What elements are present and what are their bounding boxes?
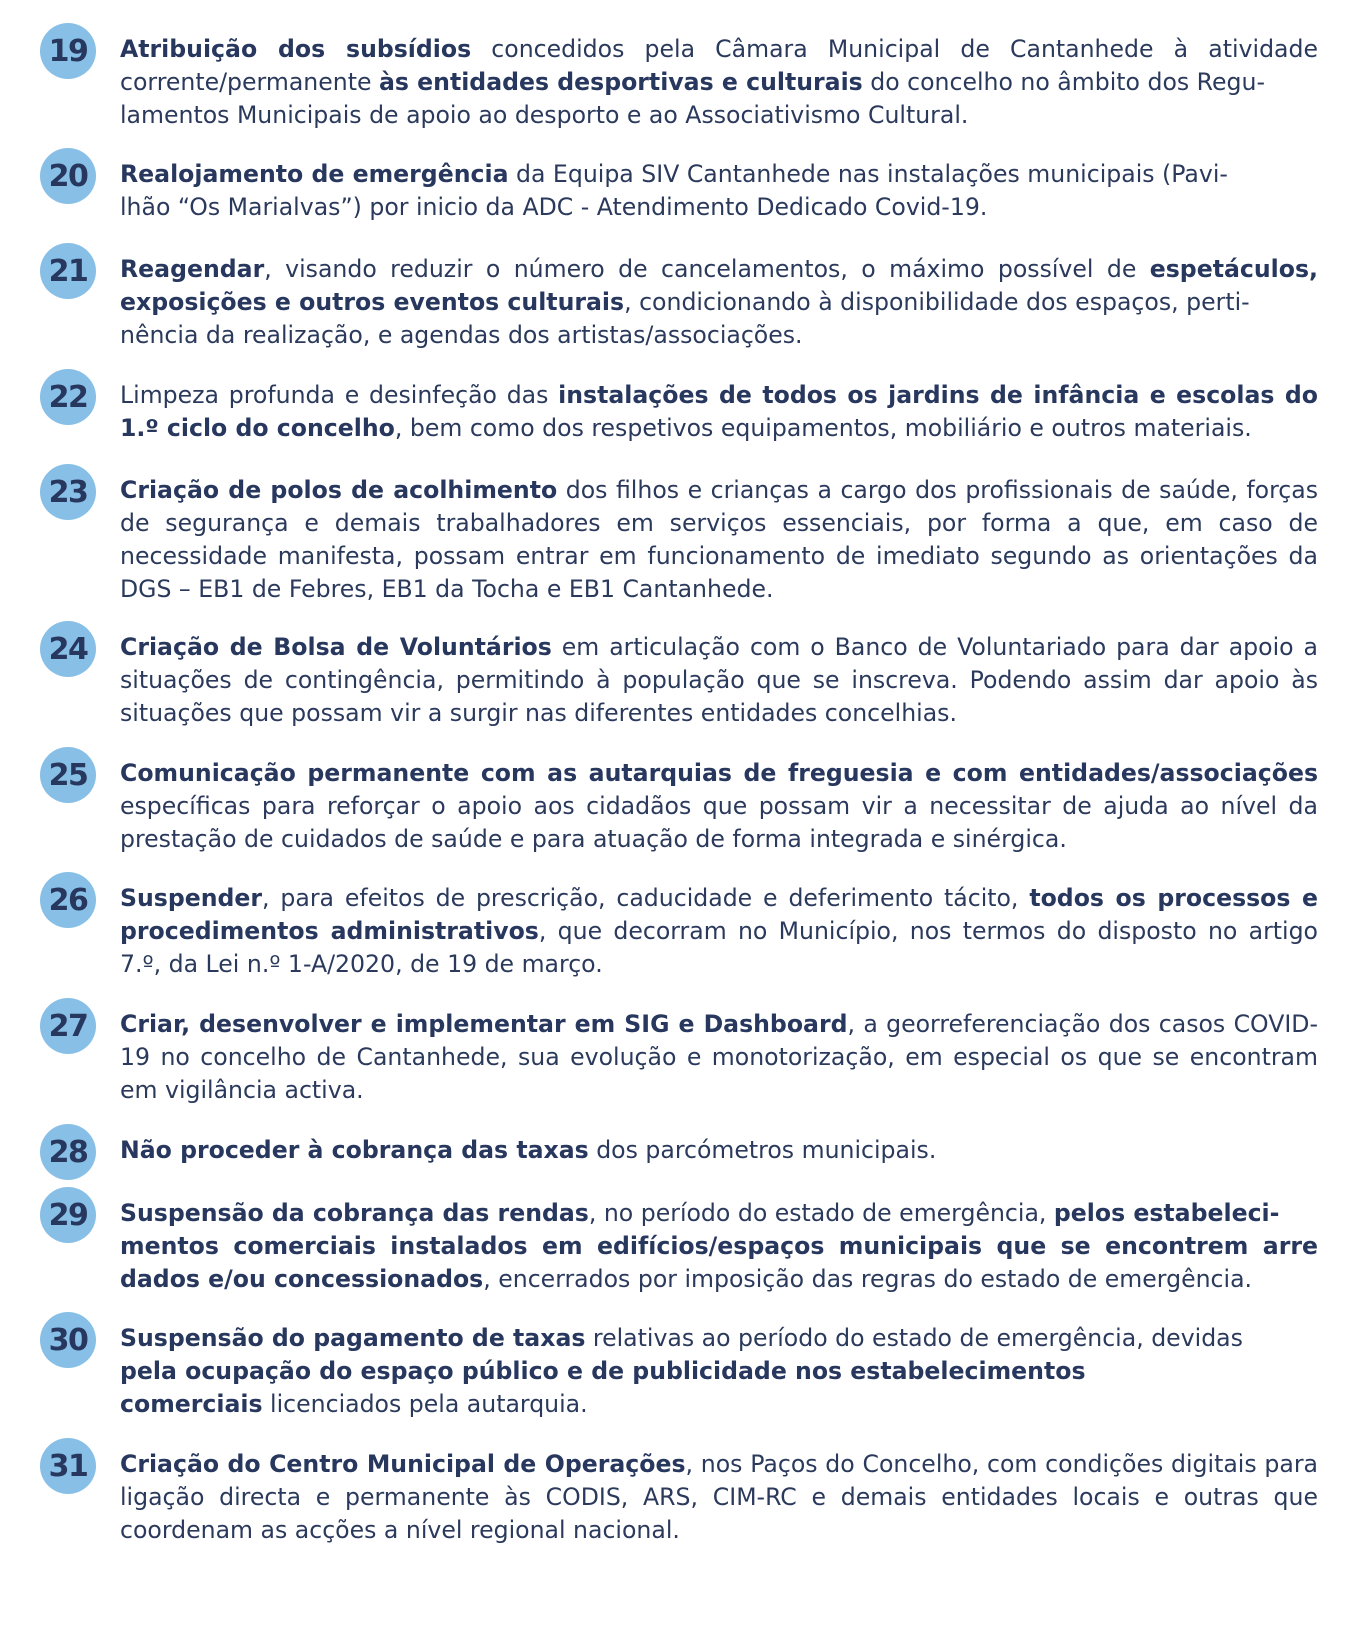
text-bold: pelos estabeleci- (1053, 1199, 1280, 1227)
text: do concelho no âmbito dos Regu- (862, 68, 1265, 96)
item-text (120, 1322, 1318, 1421)
item-text (120, 882, 1318, 981)
text: , condicionando à disponibilidade dos espaços, perti- (624, 288, 1250, 316)
text-bold: Criar, desenvolver e implementar em SIG e Dashboard (120, 1010, 848, 1038)
text: licenciados pela autarquia. (262, 1390, 588, 1418)
item-number-badge: 22 (40, 369, 96, 425)
text: , visando reduzir o número de cancelamentos, o máximo possível de (264, 255, 1150, 283)
text-bold: Criação do Centro Municipal de Operações (120, 1450, 686, 1478)
text: específicas para reforçar o apoio aos cidadãos que possam vir a necessitar de ajuda ao nível da prestação de cuidados de saúde e para atuação de forma integrada e sinérgica. (120, 792, 1318, 853)
item-text (120, 1008, 1318, 1107)
text-bold: Suspensão do pagamento de taxas (120, 1324, 586, 1352)
item-text (120, 474, 1318, 606)
text: , para efeitos de prescrição, caducidade e deferimento tácito, (262, 884, 1030, 912)
item-text (120, 253, 1318, 352)
text: em articulação com o Banco de Voluntariado para dar apoio a situações de contingência, permitindo à população que se inscreva. Podendo assim dar apoio às situações que possam vir a surgir nas diferentes entidades concelhias. (120, 633, 1318, 727)
text-bold: Suspensão da cobrança das rendas (120, 1199, 589, 1227)
item-number-badge: 30 (40, 1312, 96, 1368)
text: dos filhos e crianças a cargo dos profissionais de saúde, forças de segurança e demais trabalhadores em serviços essenciais, por forma a que, em caso de necessidade manifesta, possam entrar em funcionamento de imediato segundo as orientações da DGS – EB1 de Febres, EB1 da Tocha e EB1 Cantanhede. (120, 476, 1319, 603)
item-text (120, 757, 1318, 856)
item-number-badge: 20 (40, 148, 96, 204)
text: lhão “Os Marialvas”) por inicio da ADC - Atendimento Dedicado Covid-19. (120, 193, 988, 221)
item-text (120, 379, 1318, 445)
text-bold: Criação de polos de acolhimento (120, 476, 558, 504)
text-bold: espetáculos, exposições e outros eventos culturais (120, 255, 1318, 316)
item-number-badge: 23 (40, 464, 96, 520)
item-number-badge: 24 (40, 621, 96, 677)
text: , nos Paços do Concelho, com condições digitais para ligação directa e permanente às CODIS, ARS, CIM-RC e demais entidades locais e outras que coordenam as acções a nível regional nacional. (120, 1450, 1318, 1544)
text-bold: dados e/ou concessionados (120, 1265, 484, 1293)
item-number-badge: 27 (40, 998, 96, 1054)
text: , que decorram no Município, nos termos do disposto no artigo 7.º, da Lei n.º 1-A/2020, de 19 de março. (120, 917, 1318, 978)
item-number-badge: 31 (40, 1438, 96, 1494)
item-text (120, 1448, 1318, 1547)
text: nência da realização, e agendas dos artistas/associações. (120, 321, 803, 349)
text: relativas ao período do estado de emergência, devidas (585, 1324, 1243, 1352)
item-text (120, 33, 1318, 132)
text: , a georreferenciação dos casos COVID-19 no concelho de Cantanhede, sua evolução e monotorização, em especial os que se encontram em vigilância activa. (120, 1010, 1318, 1104)
item-number-badge: 28 (40, 1124, 96, 1180)
text-bold: Realojamento de emergência (120, 160, 509, 188)
text-bold: Suspender (120, 884, 263, 912)
text-bold: Reagendar (120, 255, 265, 283)
item-text (120, 158, 1318, 224)
text-bold: às entidades desportivas e culturais (378, 68, 863, 96)
item-number-badge: 29 (40, 1187, 96, 1243)
item-text (120, 631, 1318, 730)
text-bold: mentos comerciais instalados em edifícios/espaços municipais que se encontrem arre (120, 1232, 1318, 1260)
text-bold: Atribuição dos subsídios (120, 35, 472, 63)
text-bold: Não proceder à cobrança das taxas (120, 1136, 589, 1164)
text-bold: Criação de Bolsa de Voluntários (120, 633, 552, 661)
text: dos parcómetros municipais. (588, 1136, 937, 1164)
item-number-badge: 19 (40, 23, 96, 79)
text-bold: pela ocupação do espaço público e de publicidade nos estabelecimentos (120, 1357, 1086, 1385)
item-text (120, 1134, 1318, 1167)
item-text (120, 1197, 1318, 1296)
text: concedidos pela Câmara Municipal de Cantanhede à atividade corrente/permanente (120, 35, 1318, 96)
text: da Equipa SIV Cantanhede nas instalações municipais (Pavi- (508, 160, 1228, 188)
text: , no período do estado de emergência, (588, 1199, 1054, 1227)
text: , bem como dos respetivos equipamentos, mobiliário e outros materiais. (394, 414, 1252, 442)
item-number-badge: 21 (40, 243, 96, 299)
text: lamentos Municipais de apoio ao desporto e ao Associativismo Cultural. (120, 101, 969, 129)
text: , encerrados por imposição das regras do estado de emergência. (483, 1265, 1253, 1293)
item-number-badge: 26 (40, 872, 96, 928)
item-number-badge: 25 (40, 747, 96, 803)
text: Limpeza profunda e desinfeção das (120, 381, 559, 409)
text-bold: Comunicação permanente com as autarquias de freguesia e com entidades/associações (120, 759, 1318, 787)
text-bold: comerciais (120, 1390, 263, 1418)
text-bold: instalações de todos os jardins de infância e escolas do 1.º ciclo do concelho (120, 381, 1318, 442)
text-bold: todos os processos e procedimentos administrativos (120, 884, 1318, 945)
